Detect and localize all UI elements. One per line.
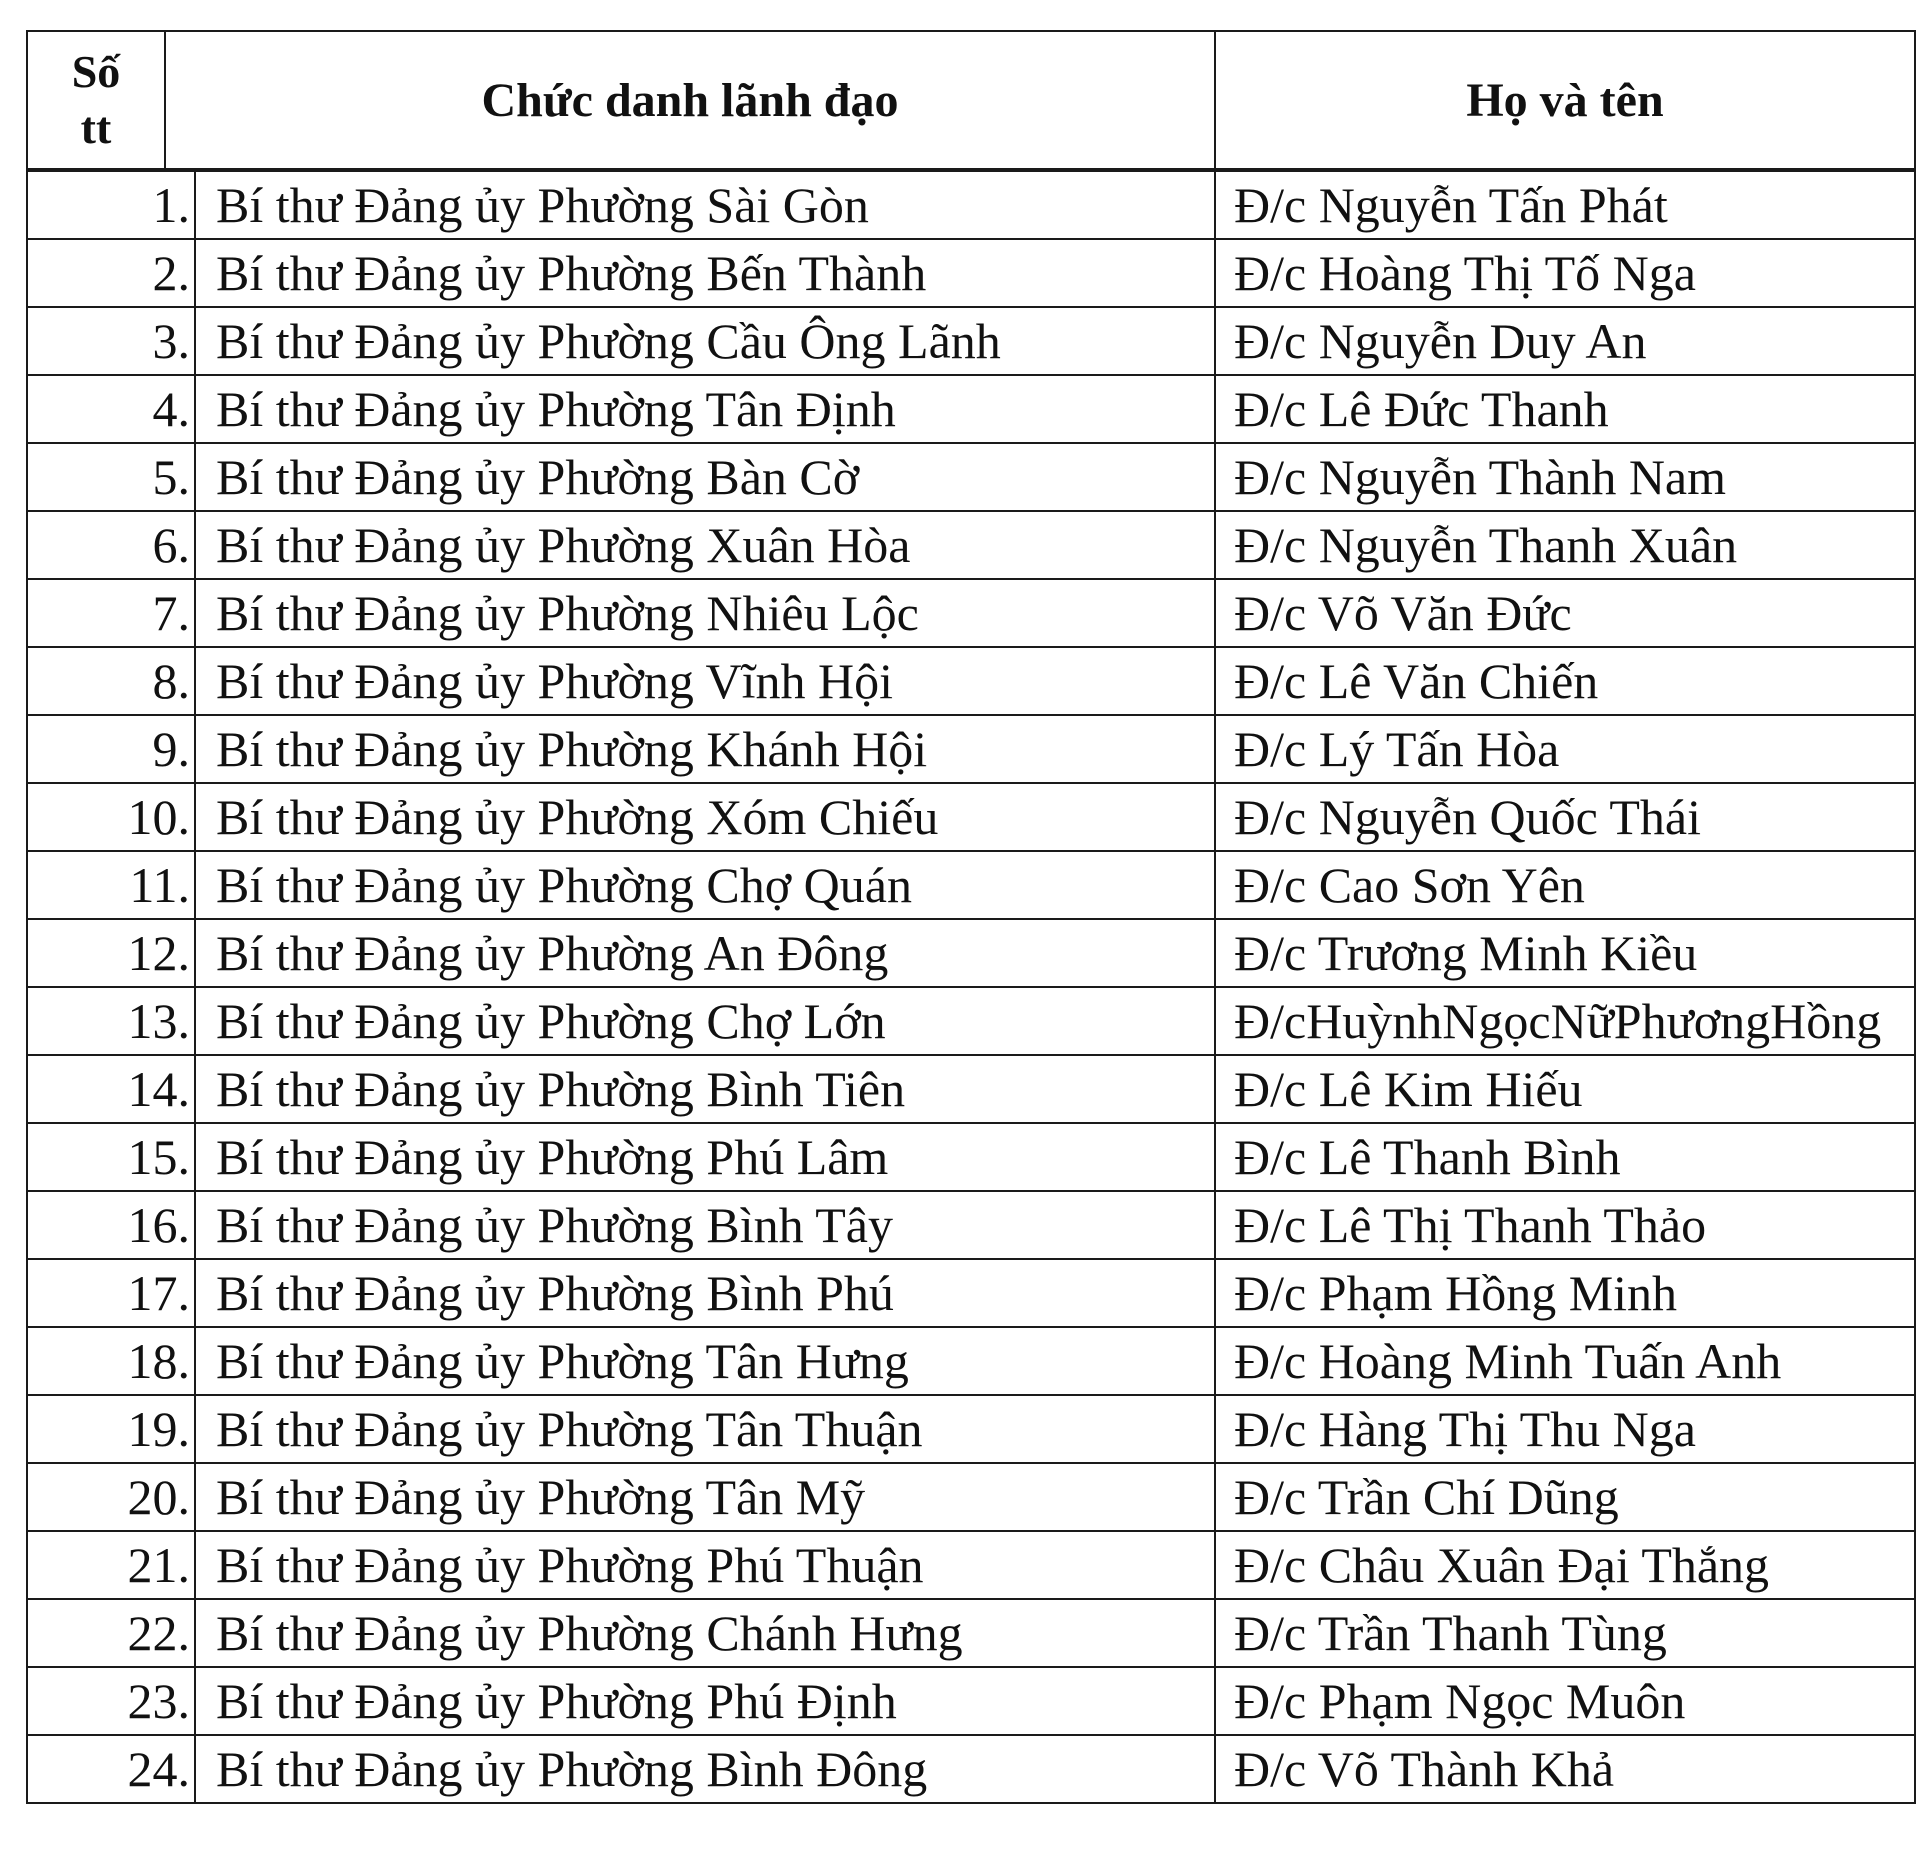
row-title: Bí thư Đảng ủy Phường Phú Thuận xyxy=(195,1531,1215,1599)
row-number: 7. xyxy=(27,579,195,647)
row-number: 2. xyxy=(27,239,195,307)
header-name: Họ và tên xyxy=(1215,31,1915,169)
leadership-table-document xyxy=(26,30,1916,1804)
row-name: Đ/c Lê Thị Thanh Thảo xyxy=(1215,1191,1915,1259)
table-row xyxy=(27,715,1915,783)
row-name: Đ/cHuỳnhNgọcNữPhươngHồng xyxy=(1215,987,1915,1055)
row-title: Bí thư Đảng ủy Phường Sài Gòn xyxy=(195,171,1215,239)
row-title: Bí thư Đảng ủy Phường Vĩnh Hội xyxy=(195,647,1215,715)
table-row xyxy=(27,171,1915,239)
row-title: Bí thư Đảng ủy Phường Xóm Chiếu xyxy=(195,783,1215,851)
row-name: Đ/c Nguyễn Duy An xyxy=(1215,307,1915,375)
row-number: 19. xyxy=(27,1395,195,1463)
table-row xyxy=(27,1191,1915,1259)
table-row xyxy=(27,1327,1915,1395)
row-title: Bí thư Đảng ủy Phường Chánh Hưng xyxy=(195,1599,1215,1667)
table-row xyxy=(27,1531,1915,1599)
table-row xyxy=(27,1055,1915,1123)
table-row xyxy=(27,647,1915,715)
row-name: Đ/c Lý Tấn Hòa xyxy=(1215,715,1915,783)
row-name: Đ/c Nguyễn Quốc Thái xyxy=(1215,783,1915,851)
row-number: 21. xyxy=(27,1531,195,1599)
row-number: 1. xyxy=(27,171,195,239)
row-name: Đ/c Nguyễn Thanh Xuân xyxy=(1215,511,1915,579)
table-row xyxy=(27,1463,1915,1531)
table-row xyxy=(27,1735,1915,1803)
row-name: Đ/c Hàng Thị Thu Nga xyxy=(1215,1395,1915,1463)
table-row xyxy=(27,1599,1915,1667)
header-row xyxy=(27,31,1915,169)
table-row xyxy=(27,851,1915,919)
row-title: Bí thư Đảng ủy Phường Nhiêu Lộc xyxy=(195,579,1215,647)
row-name: Đ/c Cao Sơn Yên xyxy=(1215,851,1915,919)
table-row xyxy=(27,987,1915,1055)
row-name: Đ/c Lê Văn Chiến xyxy=(1215,647,1915,715)
table-row xyxy=(27,511,1915,579)
header-stt xyxy=(27,31,165,169)
row-title: Bí thư Đảng ủy Phường Chợ Lớn xyxy=(195,987,1215,1055)
row-title: Bí thư Đảng ủy Phường Bình Đông xyxy=(195,1735,1215,1803)
table-row xyxy=(27,579,1915,647)
row-name: Đ/c Nguyễn Thành Nam xyxy=(1215,443,1915,511)
table-row xyxy=(27,239,1915,307)
table-body xyxy=(26,170,1916,1804)
row-number: 5. xyxy=(27,443,195,511)
row-title: Bí thư Đảng ủy Phường Phú Lâm xyxy=(195,1123,1215,1191)
row-title: Bí thư Đảng ủy Phường Tân Định xyxy=(195,375,1215,443)
header-stt-line2: tt xyxy=(80,102,112,153)
row-number: 11. xyxy=(27,851,195,919)
row-number: 23. xyxy=(27,1667,195,1735)
row-name: Đ/c Nguyễn Tấn Phát xyxy=(1215,171,1915,239)
header-stt-line1: Số xyxy=(71,46,121,97)
table-row xyxy=(27,1123,1915,1191)
table-row xyxy=(27,375,1915,443)
table-row xyxy=(27,307,1915,375)
row-number: 10. xyxy=(27,783,195,851)
row-number: 4. xyxy=(27,375,195,443)
table-row xyxy=(27,1395,1915,1463)
row-name: Đ/c Võ Văn Đức xyxy=(1215,579,1915,647)
row-number: 9. xyxy=(27,715,195,783)
row-number: 13. xyxy=(27,987,195,1055)
row-number: 14. xyxy=(27,1055,195,1123)
row-name: Đ/c Châu Xuân Đại Thắng xyxy=(1215,1531,1915,1599)
row-number: 3. xyxy=(27,307,195,375)
row-title: Bí thư Đảng ủy Phường Phú Định xyxy=(195,1667,1215,1735)
row-name: Đ/c Trương Minh Kiều xyxy=(1215,919,1915,987)
table-row xyxy=(27,1667,1915,1735)
row-title: Bí thư Đảng ủy Phường Tân Hưng xyxy=(195,1327,1215,1395)
row-name: Đ/c Lê Thanh Bình xyxy=(1215,1123,1915,1191)
row-number: 20. xyxy=(27,1463,195,1531)
row-number: 18. xyxy=(27,1327,195,1395)
table-row xyxy=(27,919,1915,987)
table-row xyxy=(27,1259,1915,1327)
row-number: 22. xyxy=(27,1599,195,1667)
row-title: Bí thư Đảng ủy Phường Chợ Quán xyxy=(195,851,1215,919)
row-name: Đ/c Trần Chí Dũng xyxy=(1215,1463,1915,1531)
row-number: 24. xyxy=(27,1735,195,1803)
row-name: Đ/c Phạm Hồng Minh xyxy=(1215,1259,1915,1327)
row-title: Bí thư Đảng ủy Phường Tân Mỹ xyxy=(195,1463,1215,1531)
row-name: Đ/c Lê Đức Thanh xyxy=(1215,375,1915,443)
row-title: Bí thư Đảng ủy Phường Cầu Ông Lãnh xyxy=(195,307,1215,375)
table-row xyxy=(27,443,1915,511)
row-title: Bí thư Đảng ủy Phường Xuân Hòa xyxy=(195,511,1215,579)
row-number: 15. xyxy=(27,1123,195,1191)
row-title: Bí thư Đảng ủy Phường Khánh Hội xyxy=(195,715,1215,783)
row-title: Bí thư Đảng ủy Phường Bến Thành xyxy=(195,239,1215,307)
row-name: Đ/c Trần Thanh Tùng xyxy=(1215,1599,1915,1667)
row-number: 17. xyxy=(27,1259,195,1327)
row-title: Bí thư Đảng ủy Phường An Đông xyxy=(195,919,1215,987)
header-title: Chức danh lãnh đạo xyxy=(165,31,1215,169)
row-name: Đ/c Lê Kim Hiếu xyxy=(1215,1055,1915,1123)
table-row xyxy=(27,783,1915,851)
row-title: Bí thư Đảng ủy Phường Bình Tây xyxy=(195,1191,1215,1259)
row-title: Bí thư Đảng ủy Phường Bàn Cờ xyxy=(195,443,1215,511)
row-title: Bí thư Đảng ủy Phường Bình Phú xyxy=(195,1259,1215,1327)
row-number: 16. xyxy=(27,1191,195,1259)
row-number: 12. xyxy=(27,919,195,987)
table-header xyxy=(26,30,1916,170)
row-name: Đ/c Võ Thành Khả xyxy=(1215,1735,1915,1803)
row-number: 8. xyxy=(27,647,195,715)
row-number: 6. xyxy=(27,511,195,579)
row-name: Đ/c Phạm Ngọc Muôn xyxy=(1215,1667,1915,1735)
row-title: Bí thư Đảng ủy Phường Tân Thuận xyxy=(195,1395,1215,1463)
row-name: Đ/c Hoàng Thị Tố Nga xyxy=(1215,239,1915,307)
row-title: Bí thư Đảng ủy Phường Bình Tiên xyxy=(195,1055,1215,1123)
row-name: Đ/c Hoàng Minh Tuấn Anh xyxy=(1215,1327,1915,1395)
